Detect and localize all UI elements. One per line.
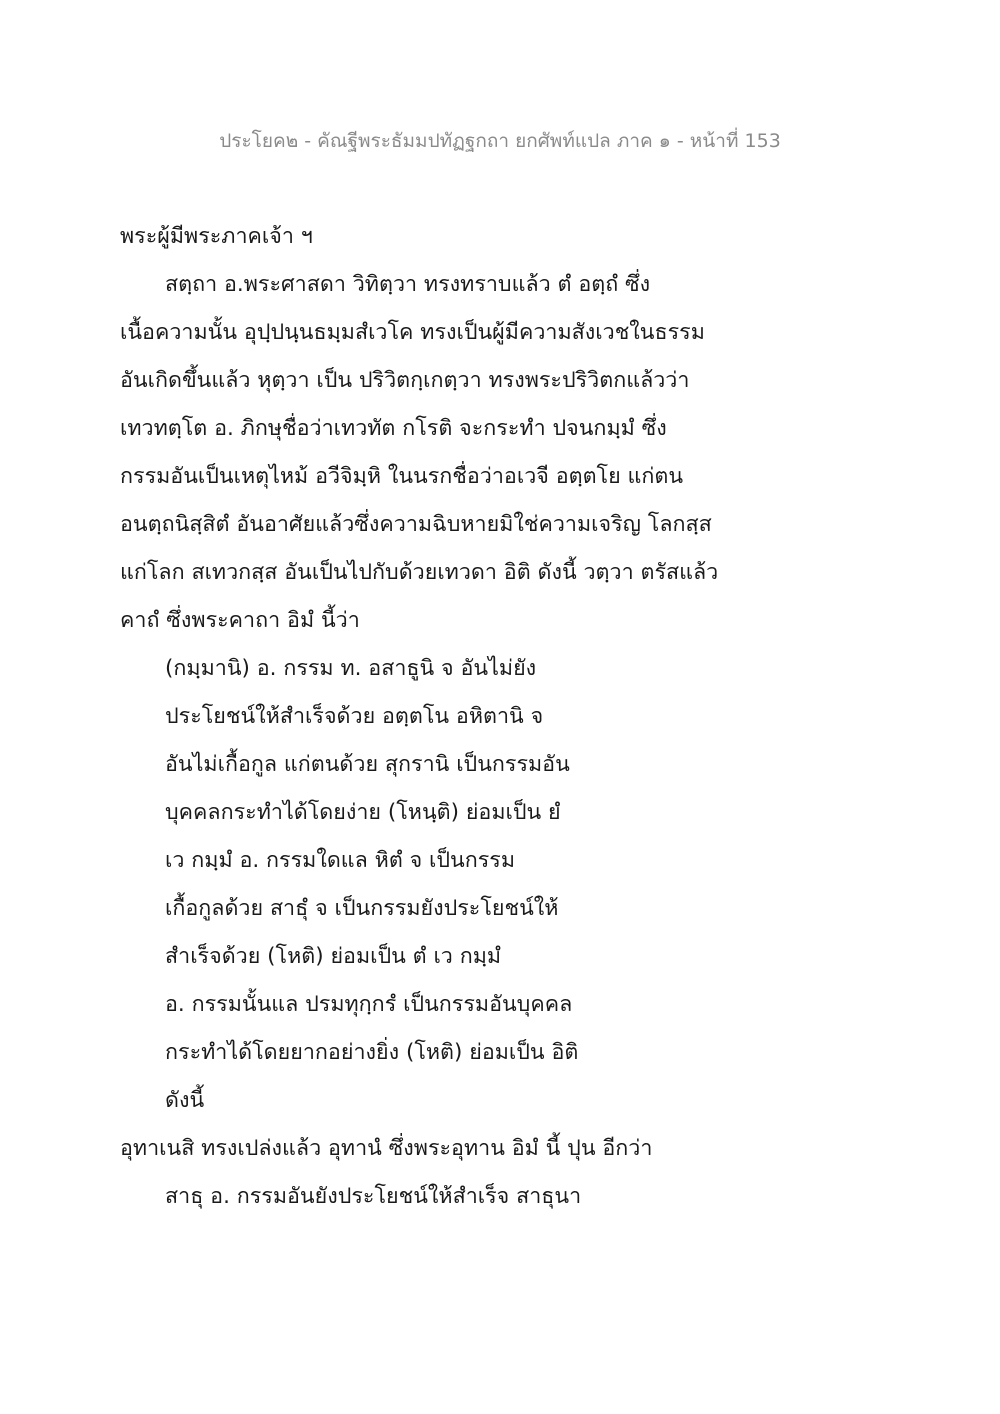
verse-line: อันไม่เกื้อกูล แก่ตนด้วย สุกรานิ เป็นกรรมอัน — [165, 752, 570, 777]
verse-line: ดังนี้ — [165, 1088, 205, 1113]
text-line: เนื้อความนั้น อุปฺปนฺนธมฺมสํเวโค ทรงเป็นผู้มีความสังเวชในธรรม — [120, 320, 705, 345]
text-line: พระผู้มีพระภาคเจ้า ฯ — [120, 224, 313, 249]
text-line: อันเกิดขึ้นแล้ว หุตฺวา เป็น ปริวิตกฺเกตฺวา ทรงพระปริวิตกแล้วว่า — [120, 368, 690, 393]
text-line: แก่โลก สเทวกสฺส อันเป็นไปกับด้วยเทวดา อิติ ดังนี้ วตฺวา ตรัสแล้ว — [120, 560, 719, 585]
text-line: สตฺถา อ.พระศาสดา วิทิตฺวา ทรงทราบแล้ว ตํ อตฺถํ ซึ่ง — [165, 272, 651, 297]
verse-line: บุคคลกระทำได้โดยง่าย (โหนฺติ) ย่อมเป็น ยํ — [165, 800, 561, 825]
text-line: คาถํ ซึ่งพระคาถา อิมํ นี้ว่า — [120, 608, 360, 633]
text-line: เทวทตฺโต อ. ภิกษุชื่อว่าเทวทัต กโรติ จะกระทำ ปจนกมฺมํ ซึ่ง — [120, 416, 667, 441]
verse-line: เกื้อกูลด้วย สาธุํ จ เป็นกรรมยังประโยชน์ให้ — [165, 896, 559, 921]
text-line: สาธุ อ. กรรมอันยังประโยชน์ให้สำเร็จ สาธุนา — [165, 1184, 582, 1209]
verse-line: ประโยชน์ให้สำเร็จด้วย อตฺตโน อหิตานิ จ — [165, 704, 544, 729]
running-header: ประโยค๒ - คัณฐีพระธัมมปทัฏฐกถา ยกศัพท์แปล ภาค ๑ - หน้าที่ 153 — [219, 130, 781, 152]
verse-line: กระทำได้โดยยากอย่างยิ่ง (โหติ) ย่อมเป็น อิติ — [165, 1040, 579, 1065]
verse-line: (กมฺมานิ) อ. กรรม ท. อสาธูนิ จ อันไม่ยัง — [165, 656, 537, 681]
verse-line: อ. กรรมนั้นแล ปรมทุกฺกรํ เป็นกรรมอันบุคคล — [165, 992, 573, 1017]
text-line: อุทาเนสิ ทรงเปล่งแล้ว อุทานํ ซึ่งพระอุทาน อิมํ นี้ ปุน อีกว่า — [120, 1136, 653, 1161]
text-line: อนตฺถนิสฺสิตํ อันอาศัยแล้วซึ่งความฉิบหายมิใช่ความเจริญ โลกสฺส — [120, 512, 712, 537]
verse-line: สำเร็จด้วย (โหติ) ย่อมเป็น ตํ เว กมฺมํ — [165, 944, 502, 969]
text-line: กรรมอันเป็นเหตุไหม้ อวีจิมฺหิ ในนรกชื่อว่าอเวจี อตฺตโย แก่ตน — [120, 464, 684, 489]
verse-line: เว กมฺมํ อ. กรรมใดแล หิตํ จ เป็นกรรม — [165, 848, 516, 873]
